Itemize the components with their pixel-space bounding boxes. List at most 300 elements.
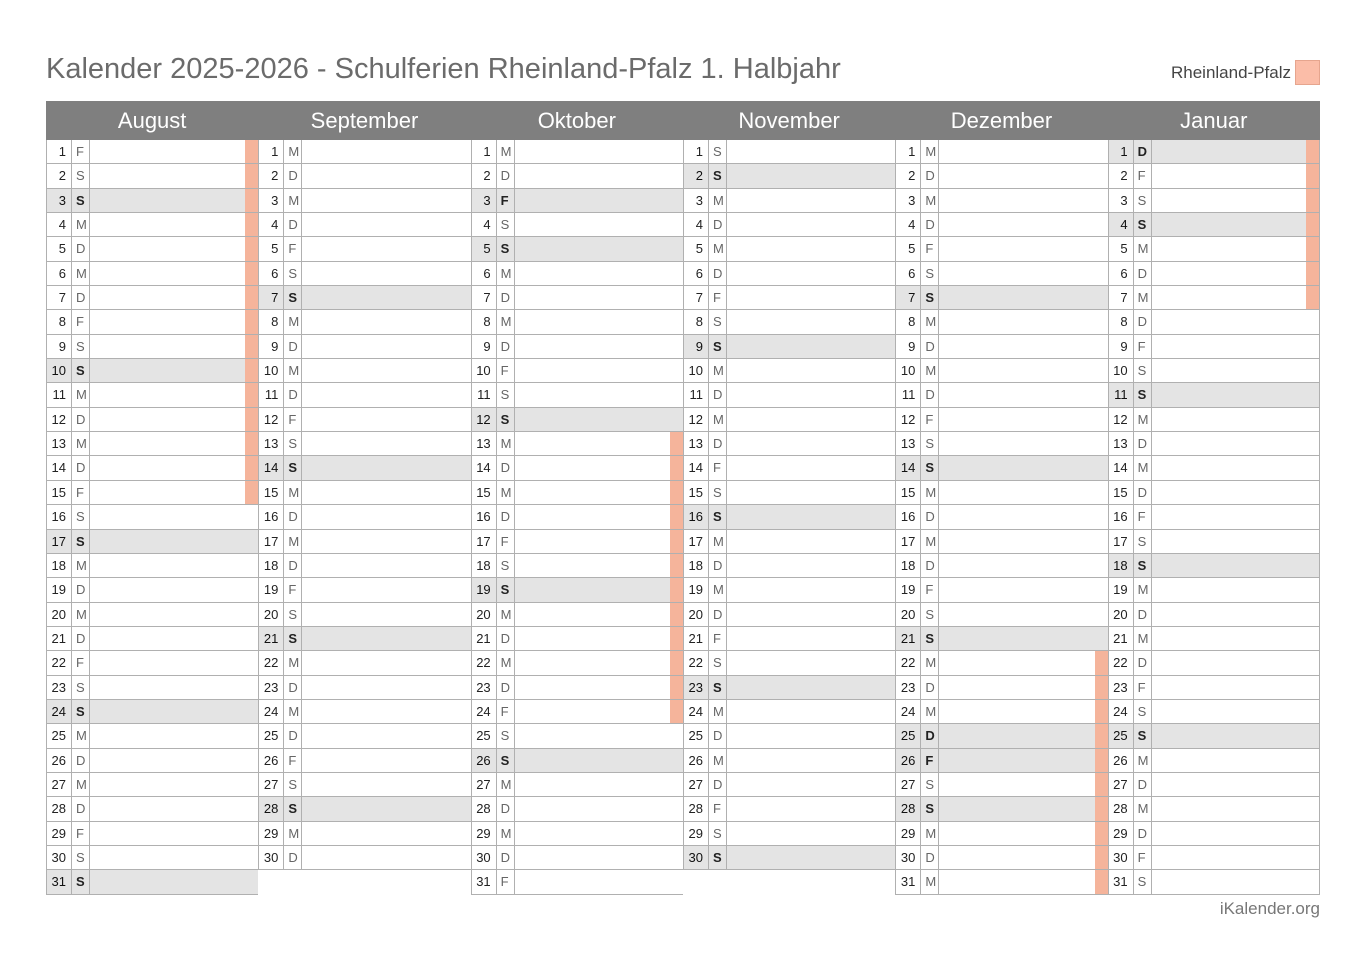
- day-number: 9: [47, 335, 72, 358]
- day-number: 7: [259, 286, 284, 309]
- day-note-cell: [1152, 408, 1319, 431]
- day-row: [471, 310, 683, 334]
- day-note-cell: [939, 432, 1107, 455]
- day-note-cell: [939, 481, 1107, 504]
- day-row: [1108, 359, 1320, 383]
- day-note-cell: [90, 335, 258, 358]
- weekday-letter: S: [921, 456, 939, 479]
- holiday-marker: [670, 578, 683, 601]
- day-note-cell: [1152, 164, 1319, 187]
- day-note-cell: [939, 724, 1107, 747]
- day-number: 4: [684, 213, 709, 236]
- day-number: 16: [472, 505, 497, 528]
- day-note-cell: [727, 846, 895, 869]
- day-row: [471, 189, 683, 213]
- day-note-cell: [90, 383, 258, 406]
- day-note-cell: [515, 627, 683, 650]
- day-row: [895, 749, 1107, 773]
- day-note-cell: [939, 651, 1107, 674]
- day-note-cell: [302, 603, 470, 626]
- day-number: 17: [47, 530, 72, 553]
- holiday-marker: [670, 456, 683, 479]
- day-number: 16: [47, 505, 72, 528]
- day-row: [1108, 822, 1320, 846]
- weekday-letter: S: [709, 822, 727, 845]
- day-note-cell: [302, 140, 470, 163]
- day-note-cell: [90, 359, 258, 382]
- weekday-letter: F: [497, 189, 515, 212]
- weekday-letter: D: [284, 164, 302, 187]
- month-column: [895, 101, 1107, 895]
- day-row: [46, 603, 258, 627]
- day-note-cell: [515, 481, 683, 504]
- day-note-cell: [515, 164, 683, 187]
- day-row: [1108, 797, 1320, 821]
- day-note-cell: [302, 456, 470, 479]
- day-row: [471, 456, 683, 480]
- day-row: [895, 262, 1107, 286]
- weekday-letter: D: [497, 286, 515, 309]
- day-note-cell: [90, 822, 258, 845]
- weekday-letter: S: [497, 749, 515, 772]
- weekday-letter: D: [921, 505, 939, 528]
- day-note-cell: [302, 335, 470, 358]
- day-row: [895, 578, 1107, 602]
- day-row: [683, 481, 895, 505]
- day-number: 3: [896, 189, 921, 212]
- day-number: 14: [684, 456, 709, 479]
- day-note-cell: [1152, 505, 1319, 528]
- day-number: 20: [259, 603, 284, 626]
- weekday-letter: D: [72, 286, 90, 309]
- holiday-marker: [670, 481, 683, 504]
- day-note-cell: [302, 627, 470, 650]
- day-number: 26: [259, 749, 284, 772]
- day-note-cell: [302, 822, 470, 845]
- day-row: [895, 310, 1107, 334]
- legend-label: Rheinland-Pfalz: [1170, 62, 1291, 82]
- day-row: [895, 870, 1107, 894]
- holiday-marker: [245, 383, 258, 406]
- weekday-letter: D: [284, 335, 302, 358]
- day-note-cell: [727, 749, 895, 772]
- weekday-letter: S: [1134, 359, 1152, 382]
- day-number: 30: [1109, 846, 1134, 869]
- day-number: 14: [472, 456, 497, 479]
- day-note-cell: [90, 627, 258, 650]
- day-note-cell: [302, 749, 470, 772]
- weekday-letter: S: [1134, 383, 1152, 406]
- holiday-marker: [245, 335, 258, 358]
- day-row: [1108, 213, 1320, 237]
- weekday-letter: F: [72, 651, 90, 674]
- day-number: 18: [259, 554, 284, 577]
- day-note-cell: [302, 213, 470, 236]
- day-note-cell: [939, 505, 1107, 528]
- day-note-cell: [302, 237, 470, 260]
- day-row: [1108, 603, 1320, 627]
- day-note-cell: [727, 578, 895, 601]
- day-number: 21: [472, 627, 497, 650]
- day-row: [683, 164, 895, 188]
- day-note-cell: [90, 651, 258, 674]
- holiday-marker: [1095, 797, 1108, 820]
- day-number: 21: [684, 627, 709, 650]
- day-note-cell: [90, 578, 258, 601]
- day-number: 10: [47, 359, 72, 382]
- weekday-letter: M: [284, 651, 302, 674]
- day-number: 3: [259, 189, 284, 212]
- weekday-letter: D: [284, 676, 302, 699]
- day-row: [471, 651, 683, 675]
- day-number: 13: [896, 432, 921, 455]
- day-row: [471, 383, 683, 407]
- day-row: [471, 578, 683, 602]
- day-note-cell: [515, 505, 683, 528]
- day-note-cell: [727, 213, 895, 236]
- weekday-letter: D: [72, 749, 90, 772]
- day-number: 7: [1109, 286, 1134, 309]
- day-row: [683, 408, 895, 432]
- day-row: [895, 286, 1107, 310]
- day-row: [895, 164, 1107, 188]
- day-row: [258, 140, 470, 164]
- weekday-letter: F: [497, 700, 515, 723]
- day-note-cell: [939, 700, 1107, 723]
- day-note-cell: [302, 310, 470, 333]
- day-number: 22: [259, 651, 284, 674]
- day-row: [471, 213, 683, 237]
- day-number: 7: [684, 286, 709, 309]
- weekday-letter: S: [284, 432, 302, 455]
- day-row: [46, 286, 258, 310]
- day-note-cell: [1152, 286, 1319, 309]
- weekday-letter: D: [497, 164, 515, 187]
- weekday-letter: D: [72, 237, 90, 260]
- weekday-letter: D: [1134, 822, 1152, 845]
- footer-credit[interactable]: iKalender.org: [1219, 899, 1320, 918]
- day-number: 31: [47, 870, 72, 893]
- day-number: 20: [47, 603, 72, 626]
- day-number: 22: [472, 651, 497, 674]
- day-number: 29: [472, 822, 497, 845]
- day-note-cell: [302, 530, 470, 553]
- weekday-letter: S: [921, 603, 939, 626]
- day-note-cell: [302, 846, 470, 869]
- day-note-cell: [90, 554, 258, 577]
- weekday-letter: M: [497, 651, 515, 674]
- day-note-cell: [515, 140, 683, 163]
- day-row: [258, 797, 470, 821]
- weekday-letter: S: [284, 286, 302, 309]
- holiday-marker: [1095, 749, 1108, 772]
- holiday-marker: [1095, 773, 1108, 796]
- holiday-marker: [245, 481, 258, 504]
- day-row: [46, 505, 258, 529]
- weekday-letter: M: [284, 359, 302, 382]
- day-note-cell: [1152, 140, 1319, 163]
- weekday-letter: M: [497, 481, 515, 504]
- weekday-letter: S: [72, 676, 90, 699]
- day-row: [258, 822, 470, 846]
- day-note-cell: [515, 456, 683, 479]
- weekday-letter: D: [709, 603, 727, 626]
- day-row: [471, 262, 683, 286]
- weekday-letter: D: [284, 554, 302, 577]
- day-note-cell: [515, 797, 683, 820]
- day-number: 2: [47, 164, 72, 187]
- day-note-cell: [302, 505, 470, 528]
- weekday-letter: D: [284, 846, 302, 869]
- day-number: 30: [47, 846, 72, 869]
- day-note-cell: [90, 237, 258, 260]
- day-number: 14: [47, 456, 72, 479]
- month-header: November: [683, 101, 895, 140]
- day-number: 22: [896, 651, 921, 674]
- weekday-letter: S: [921, 262, 939, 285]
- holiday-marker: [670, 505, 683, 528]
- day-row: [1108, 724, 1320, 748]
- weekday-letter: D: [921, 335, 939, 358]
- day-number: 18: [896, 554, 921, 577]
- day-note-cell: [90, 603, 258, 626]
- day-number: 4: [1109, 213, 1134, 236]
- holiday-marker: [245, 286, 258, 309]
- weekday-letter: F: [284, 408, 302, 431]
- day-number: 5: [47, 237, 72, 260]
- day-row: [258, 749, 470, 773]
- day-row: [1108, 578, 1320, 602]
- day-number: 20: [1109, 603, 1134, 626]
- day-note-cell: [1152, 189, 1319, 212]
- holiday-marker: [245, 189, 258, 212]
- day-number: 1: [259, 140, 284, 163]
- day-number: 24: [472, 700, 497, 723]
- weekday-letter: M: [72, 432, 90, 455]
- weekday-letter: F: [921, 749, 939, 772]
- day-number: 17: [259, 530, 284, 553]
- day-note-cell: [1152, 310, 1319, 333]
- day-row: [471, 724, 683, 748]
- holiday-marker: [670, 603, 683, 626]
- day-note-cell: [939, 676, 1107, 699]
- day-note-cell: [515, 310, 683, 333]
- weekday-letter: D: [921, 164, 939, 187]
- day-row: [258, 335, 470, 359]
- day-number: 16: [1109, 505, 1134, 528]
- day-number: 11: [1109, 383, 1134, 406]
- day-row: [258, 164, 470, 188]
- weekday-letter: S: [72, 846, 90, 869]
- weekday-letter: F: [921, 578, 939, 601]
- day-row: [258, 627, 470, 651]
- day-row: [1108, 140, 1320, 164]
- day-number: 13: [1109, 432, 1134, 455]
- day-number: 30: [896, 846, 921, 869]
- day-row: [1108, 164, 1320, 188]
- weekday-letter: M: [497, 773, 515, 796]
- day-row: [471, 286, 683, 310]
- day-row: [683, 676, 895, 700]
- day-number: 7: [472, 286, 497, 309]
- day-row: [258, 383, 470, 407]
- day-row: [46, 262, 258, 286]
- day-note-cell: [302, 481, 470, 504]
- day-number: 5: [1109, 237, 1134, 260]
- day-row: [258, 310, 470, 334]
- day-note-cell: [515, 408, 683, 431]
- day-note-cell: [90, 797, 258, 820]
- day-number: 27: [684, 773, 709, 796]
- weekday-letter: F: [284, 578, 302, 601]
- weekday-letter: M: [284, 310, 302, 333]
- day-number: 9: [684, 335, 709, 358]
- day-row: [46, 189, 258, 213]
- day-number: 2: [684, 164, 709, 187]
- day-number: 8: [47, 310, 72, 333]
- day-row: [258, 408, 470, 432]
- day-row: [1108, 627, 1320, 651]
- day-row: [471, 603, 683, 627]
- day-note-cell: [90, 700, 258, 723]
- day-number: 16: [259, 505, 284, 528]
- weekday-letter: S: [1134, 554, 1152, 577]
- weekday-letter: M: [709, 700, 727, 723]
- month-header: Dezember: [895, 101, 1107, 140]
- day-row: [683, 530, 895, 554]
- day-number: 28: [684, 797, 709, 820]
- day-number: 1: [47, 140, 72, 163]
- day-note-cell: [1152, 773, 1319, 796]
- weekday-letter: M: [1134, 286, 1152, 309]
- day-row: [471, 822, 683, 846]
- day-note-cell: [90, 456, 258, 479]
- day-note-cell: [727, 359, 895, 382]
- weekday-letter: M: [921, 870, 939, 893]
- day-number: 6: [896, 262, 921, 285]
- weekday-letter: M: [921, 700, 939, 723]
- day-row: [258, 603, 470, 627]
- weekday-letter: D: [1134, 481, 1152, 504]
- weekday-letter: M: [497, 310, 515, 333]
- weekday-letter: S: [921, 286, 939, 309]
- day-note-cell: [515, 262, 683, 285]
- weekday-letter: S: [72, 359, 90, 382]
- day-number: 1: [472, 140, 497, 163]
- day-note-cell: [90, 286, 258, 309]
- day-row: [683, 846, 895, 870]
- day-note-cell: [727, 408, 895, 431]
- day-row: [683, 432, 895, 456]
- day-number: 17: [684, 530, 709, 553]
- day-row: [683, 749, 895, 773]
- day-row: [46, 140, 258, 164]
- weekday-letter: S: [284, 773, 302, 796]
- day-row: [1108, 676, 1320, 700]
- day-number: 24: [896, 700, 921, 723]
- weekday-letter: M: [284, 700, 302, 723]
- weekday-letter: M: [709, 408, 727, 431]
- weekday-letter: D: [921, 676, 939, 699]
- weekday-letter: F: [497, 870, 515, 893]
- weekday-letter: F: [1134, 676, 1152, 699]
- weekday-letter: S: [72, 335, 90, 358]
- day-number: 23: [47, 676, 72, 699]
- day-note-cell: [939, 749, 1107, 772]
- holiday-marker: [1306, 262, 1319, 285]
- day-note-cell: [302, 578, 470, 601]
- day-number: 31: [472, 870, 497, 893]
- day-number: 4: [896, 213, 921, 236]
- weekday-letter: S: [709, 676, 727, 699]
- day-number: 5: [896, 237, 921, 260]
- day-number: 29: [684, 822, 709, 845]
- weekday-letter: D: [497, 846, 515, 869]
- weekday-letter: M: [1134, 578, 1152, 601]
- day-number: 4: [47, 213, 72, 236]
- holiday-marker: [1306, 286, 1319, 309]
- weekday-letter: S: [72, 189, 90, 212]
- weekday-letter: S: [709, 481, 727, 504]
- day-note-cell: [515, 846, 683, 869]
- day-number: 8: [896, 310, 921, 333]
- weekday-letter: S: [709, 164, 727, 187]
- day-row: [683, 700, 895, 724]
- day-number: 25: [896, 724, 921, 747]
- legend-swatch: [1295, 60, 1320, 85]
- day-row: [258, 773, 470, 797]
- day-row: [895, 846, 1107, 870]
- day-row: [471, 408, 683, 432]
- day-note-cell: [90, 213, 258, 236]
- weekday-letter: M: [72, 773, 90, 796]
- day-number: 3: [1109, 189, 1134, 212]
- weekday-letter: S: [284, 627, 302, 650]
- day-number: 8: [259, 310, 284, 333]
- holiday-marker: [1095, 700, 1108, 723]
- weekday-letter: F: [709, 797, 727, 820]
- day-row: [895, 335, 1107, 359]
- holiday-marker: [670, 530, 683, 553]
- day-row: [471, 846, 683, 870]
- day-note-cell: [727, 676, 895, 699]
- day-number: 14: [896, 456, 921, 479]
- holiday-marker: [245, 456, 258, 479]
- day-number: 27: [259, 773, 284, 796]
- day-row: [258, 578, 470, 602]
- day-note-cell: [727, 335, 895, 358]
- weekday-letter: D: [284, 724, 302, 747]
- weekday-letter: S: [921, 773, 939, 796]
- day-number: 8: [1109, 310, 1134, 333]
- day-row: [1108, 481, 1320, 505]
- weekday-letter: S: [1134, 700, 1152, 723]
- day-row: [683, 651, 895, 675]
- day-note-cell: [1152, 237, 1319, 260]
- day-note-cell: [515, 773, 683, 796]
- day-row: [258, 700, 470, 724]
- day-row: [46, 432, 258, 456]
- weekday-letter: M: [709, 237, 727, 260]
- day-row: [46, 383, 258, 407]
- day-number: 1: [1109, 140, 1134, 163]
- day-number: 11: [47, 383, 72, 406]
- day-note-cell: [515, 213, 683, 236]
- day-number: 14: [1109, 456, 1134, 479]
- day-note-cell: [1152, 870, 1319, 893]
- day-note-cell: [727, 603, 895, 626]
- weekday-letter: S: [1134, 189, 1152, 212]
